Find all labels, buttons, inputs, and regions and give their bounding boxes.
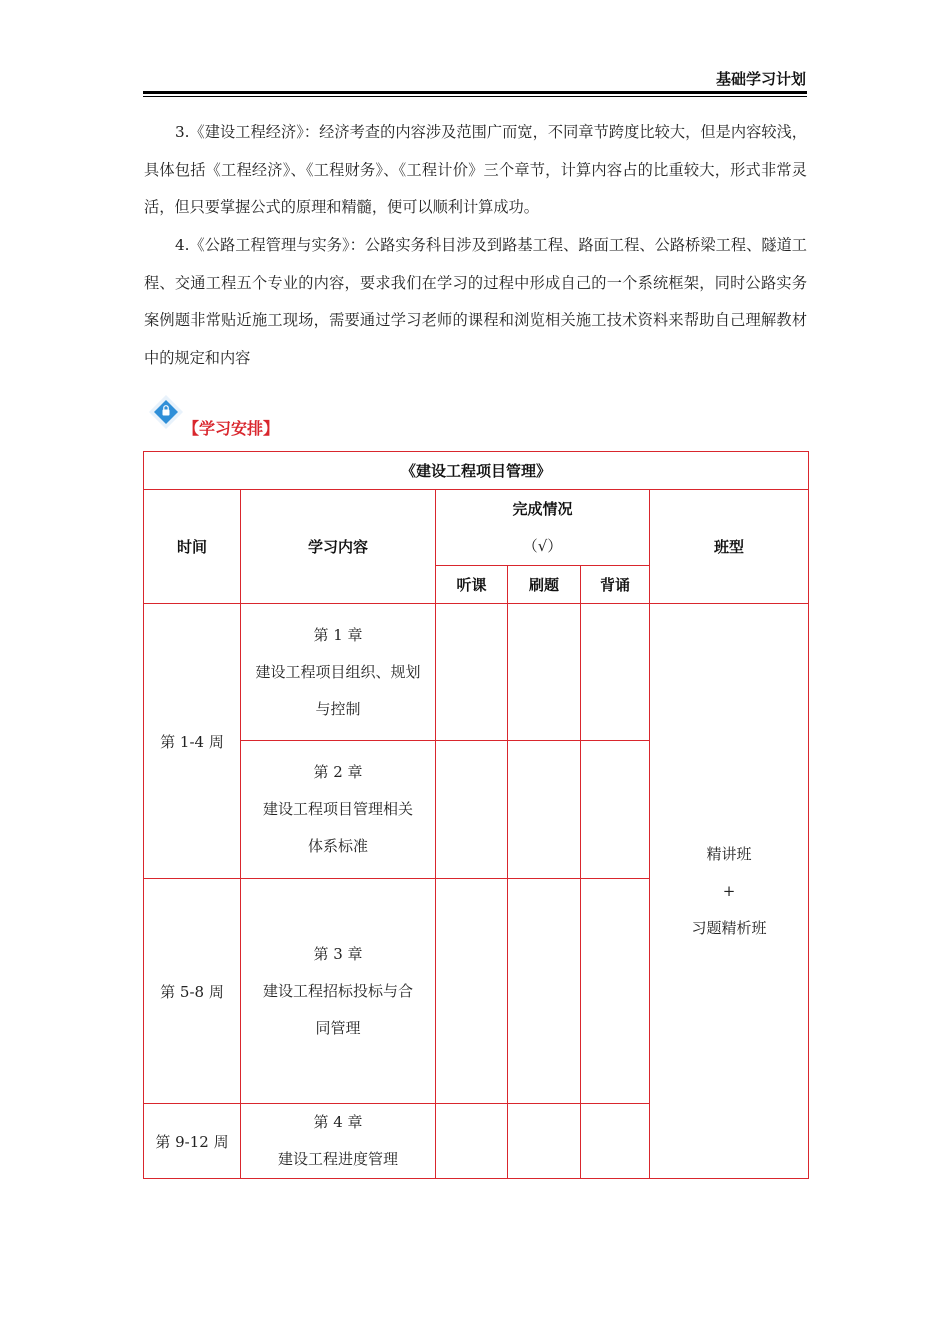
- header-practice: 刷题: [508, 566, 581, 604]
- content-cell-chapter2: [241, 741, 436, 879]
- content-cell-chapter1: [241, 604, 436, 741]
- section-title: 【学习安排】: [183, 419, 280, 438]
- checkbox-cell-recite[interactable]: [581, 604, 650, 741]
- content-cell-chapter3: [241, 879, 436, 1104]
- header-rule-thin: [143, 96, 807, 97]
- class-type-cell: [650, 604, 809, 1179]
- checkbox-cell-practice[interactable]: [508, 741, 581, 879]
- chapter-title-line2: 与控制: [315, 699, 361, 718]
- time-cell-week5-8: 第 5-8 周: [144, 879, 241, 1104]
- header-check-mark: （√）: [522, 536, 563, 555]
- chapter-label: 第 1 章: [313, 625, 363, 644]
- paragraph-highway: 4.《公路工程管理与实务》：公路实务科目涉及到路基工程、路面工程、公路桥梁工程、隧道工程、交通工程五个专业的内容，要求我们在学习的过程中形成自己的一个系统框架，同时公路实务案例题非常贴近施工现场，需要通过学习老师的课程和浏览相关施工技术资料来帮助自己理解教材中的规定和内容: [144, 236, 807, 367]
- chapter-title-line2: 同管理: [315, 1018, 361, 1037]
- checkbox-cell-listen[interactable]: [436, 879, 508, 1104]
- chapter-label: 第 3 章: [313, 944, 363, 963]
- checkbox-cell-practice[interactable]: [508, 604, 581, 741]
- chapter-label: 第 2 章: [313, 763, 363, 781]
- header-time: 时间: [144, 490, 241, 604]
- time-cell-week9-12: 第 9-12 周: [144, 1104, 241, 1179]
- time-cell-week1-4: 第 1-4 周: [144, 604, 241, 879]
- checkbox-cell-listen[interactable]: [436, 741, 508, 879]
- checkbox-cell-practice[interactable]: [508, 1104, 581, 1179]
- class-type-plus: +: [722, 881, 736, 900]
- checkbox-cell-listen[interactable]: [436, 1104, 508, 1179]
- checkbox-cell-recite[interactable]: [581, 1104, 650, 1179]
- checkbox-cell-listen[interactable]: [436, 604, 508, 741]
- header-class-type: 班型: [650, 490, 809, 604]
- class-type-line1: 精讲班: [706, 844, 752, 863]
- lock-diamond-icon: [148, 394, 184, 430]
- header-listen: 听课: [436, 566, 508, 604]
- checkbox-cell-recite[interactable]: [581, 741, 650, 879]
- header-title: 基础学习计划: [715, 70, 806, 88]
- header-recite: 背诵: [581, 566, 650, 604]
- chapter-label: 第 4 章: [313, 1113, 363, 1131]
- chapter-title-line1: 建设工程项目管理相关: [262, 800, 413, 818]
- checkbox-cell-practice[interactable]: [508, 879, 581, 1104]
- chapter-title-line1: 建设工程招标投标与合: [262, 981, 413, 1000]
- study-plan-table: [143, 451, 809, 1179]
- chapter-title-line1: 建设工程项目组织、规划: [255, 662, 421, 681]
- content-cell-chapter4: [241, 1104, 436, 1179]
- class-type-line3: 习题精析班: [691, 918, 767, 937]
- chapter-title-line1: 建设工程进度管理: [277, 1150, 398, 1168]
- chapter-title-line2: 体系标准: [307, 837, 368, 855]
- header-completion: [436, 490, 650, 566]
- checkbox-cell-recite[interactable]: [581, 879, 650, 1104]
- header-completion-label: 完成情况: [512, 499, 573, 518]
- header-rule-thick: [143, 91, 807, 94]
- header-content: 学习内容: [241, 490, 436, 604]
- table-title: 《建设工程项目管理》: [144, 452, 809, 490]
- paragraph-economy: 3.《建设工程经济》：经济考查的内容涉及范围广而宽，不同章节跨度比较大，但是内容较浅，具体包括《工程经济》、《工程财务》、《工程计价》三个章节，计算内容占的比重较大，形式非常灵活，但只要掌握公式的原理和精髓，便可以顺利计算成功。: [144, 123, 807, 216]
